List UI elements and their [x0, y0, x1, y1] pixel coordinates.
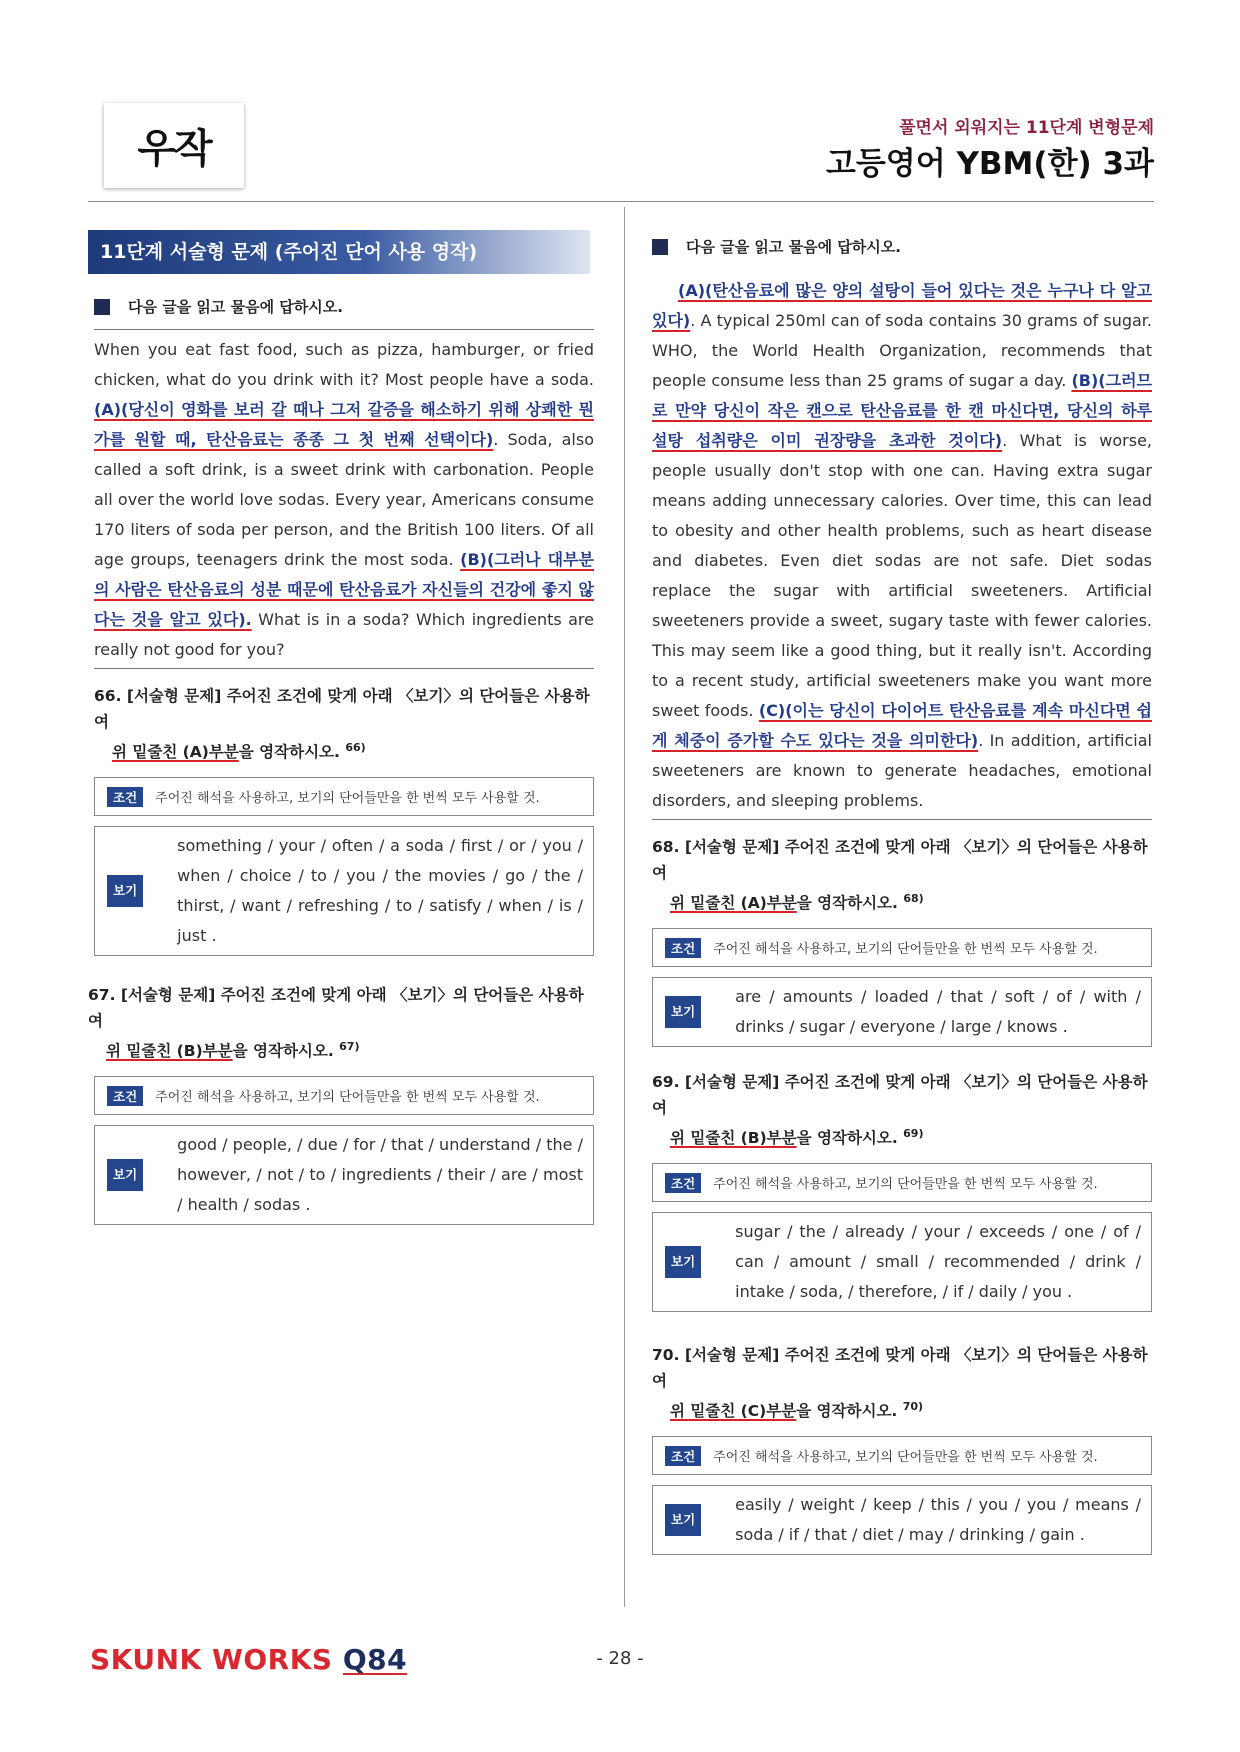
- question-number: 66.: [94, 687, 122, 705]
- word-bank-box: [94, 1125, 594, 1225]
- condition-text: 주어진 해석을 사용하고, 보기의 단어들만을 한 번씩 모두 사용할 것.: [155, 791, 540, 807]
- word-bank-box: [652, 1212, 1152, 1312]
- question-target: 위 밑줄친 (A)부분: [112, 743, 239, 762]
- condition-box: [652, 1436, 1152, 1475]
- word-bank-tag: 보기: [665, 1504, 701, 1536]
- question-text: [서술형 문제] 주어진 조건에 맞게 아래 〈보기〉의 단어들은 사용하여: [652, 1073, 1148, 1118]
- word-bank-tag: 보기: [107, 1159, 143, 1191]
- question-text: 을 영작하시오.: [796, 894, 898, 913]
- footnote-ref: 66): [345, 741, 366, 754]
- word-bank-tag: 보기: [107, 875, 143, 907]
- question-66: [94, 683, 594, 956]
- question-title: [652, 1342, 1152, 1424]
- question-target: 위 밑줄친 (B)부분: [670, 1129, 797, 1148]
- page-subtitle: 풀면서 외워지는 11단계 변형문제: [899, 118, 1154, 138]
- brand-code: Q84: [342, 1643, 408, 1676]
- passage-text: What is in a soda? Which ingredients are really not good for you?: [94, 610, 595, 659]
- condition-tag: 조건: [665, 938, 701, 958]
- word-bank-box: [94, 826, 594, 956]
- question-69: [652, 1069, 1152, 1312]
- question-title: [88, 982, 594, 1064]
- square-bullet-icon: [94, 299, 110, 315]
- section-banner: 11단계 서술형 문제 (주어진 단어 사용 영작): [88, 230, 590, 274]
- passage-text: . A typical 250ml can of soda contains 30 grams of sugar. WHO, the World Health Organization, recommends that people consume less than 25 grams of sugar a day.: [652, 311, 1152, 390]
- question-title: [94, 683, 594, 765]
- column-divider: [624, 207, 625, 1607]
- condition-text: 주어진 해석을 사용하고, 보기의 단어들만을 한 번씩 모두 사용할 것.: [713, 1450, 1098, 1466]
- passage-text: . In addition, artificial sweeteners are known to generate headaches, emotional disorders, and sleeping problems.: [652, 731, 1153, 810]
- condition-tag: 조건: [107, 1086, 143, 1106]
- underlined-part-a: (A)(탄산음료에 많은 양의 설탕이 들어 있다는 것은 누구나 다 알고 있다): [652, 281, 1152, 330]
- page-title: 고등영어 YBM(한) 3과: [825, 146, 1154, 182]
- question-text: 을 영작하시오.: [796, 1402, 898, 1421]
- question-text: 을 영작하시오.: [796, 1129, 898, 1148]
- condition-text: 주어진 해석을 사용하고, 보기의 단어들만을 한 번씩 모두 사용할 것.: [155, 1090, 540, 1106]
- word-bank-words: sugar / the / already / your / exceeds / one / of / can / amount / small / recommended / drink / intake / soda, / therefore, / if / daily / you .: [735, 1222, 1141, 1302]
- instruction-text: 다음 글을 읽고 물음에 답하시오.: [686, 238, 901, 256]
- condition-box: [94, 1076, 594, 1115]
- footnote-ref: 68): [903, 892, 924, 905]
- square-bullet-icon: [652, 239, 668, 255]
- footnote-ref: 69): [903, 1127, 924, 1141]
- question-target: 위 밑줄친 (C)부분: [670, 1402, 797, 1421]
- question-title: [652, 1069, 1152, 1151]
- question-68: [652, 834, 1152, 1047]
- logo-text: 우작: [137, 125, 211, 172]
- question-title: [652, 834, 1152, 916]
- condition-box: [94, 777, 594, 816]
- question-text: [서술형 문제] 주어진 조건에 맞게 아래 〈보기〉의 단어들은 사용하여: [652, 838, 1148, 882]
- underlined-part-b: (B)(그러나 대부분의 사람은 탄산음료의 성분 때문에 탄산음료가 자신들의 건강에 좋지 않다는 것을 알고 있다).: [94, 550, 594, 629]
- word-bank-words: something / your / often / a soda / first / or / you / when / choice / to / you / the movies / go / the / thirst, / want / refreshing / to / satisfy / when / is / just .: [177, 836, 583, 946]
- question-70: [652, 1342, 1152, 1555]
- condition-box: [652, 1163, 1152, 1202]
- word-bank-words: are / amounts / loaded / that / soft / of / with / drinks / sugar / everyone / large / knows .: [735, 987, 1141, 1037]
- question-text: 을 영작하시오.: [238, 743, 340, 762]
- word-bank-words: easily / weight / keep / this / you / you / means / soda / if / that / diet / may / drinking / gain .: [735, 1495, 1141, 1545]
- passage-text: . What is worse, people usually don't stop with one can. Having extra sugar means adding unnecessary calories. Over time, this can lead to obesity and other health problems, such as heart disease and diabetes. Even diet sodas are not safe. Diet sodas replace the sugar with artificial sweeteners. Artificial sweeteners provide a sweet, sugary taste with fewer calories. This may seem like a good thing, but it really isn't. According to a recent study, artificial sweeteners make you want more sweet foods.: [652, 431, 1153, 720]
- question-67: [88, 982, 594, 1225]
- passage-text: When you eat fast food, such as pizza, hamburger, or fried chicken, what do you drink with it? Most people have a soda.: [94, 340, 594, 389]
- passage-text: . Soda, also called a soft drink, is a sweet drink with carbonation. People all over the world love sodas. Every year, Americans consume 170 liters of soda per person, and the British 100 liters. Of all age groups, teenagers drink the most soda.: [94, 430, 594, 569]
- question-number: 68.: [652, 838, 680, 856]
- instruction-text: 다음 글을 읽고 물음에 답하시오.: [128, 298, 343, 316]
- word-bank-box: [652, 1485, 1152, 1555]
- condition-tag: 조건: [665, 1173, 701, 1193]
- underlined-part-a: (A)(당신이 영화를 보러 갈 때나 그저 갈증을 해소하기 위해 상쾌한 뭔가를 원할 때, 탄산음료는 종종 그 첫 번째 선택이다): [94, 400, 594, 449]
- underlined-part-b: (B)(그러므로 만약 당신이 작은 캔으로 탄산음료를 한 캔 마신다면, 당신의 하루 설탕 섭취량은 이미 권장량을 초과한 것이다): [652, 371, 1152, 450]
- question-target: 위 밑줄친 (A)부분: [670, 894, 797, 913]
- question-text: [서술형 문제] 주어진 조건에 맞게 아래 〈보기〉의 단어들은 사용하여: [652, 1346, 1148, 1391]
- instruction: [94, 296, 594, 317]
- footnote-ref: 70): [902, 1400, 924, 1414]
- left-column: [88, 230, 595, 1225]
- footnote-ref: 67): [339, 1040, 360, 1054]
- condition-box: [652, 928, 1152, 967]
- word-bank-box: [652, 977, 1152, 1047]
- question-target: 위 밑줄친 (B)부분: [106, 1042, 233, 1061]
- question-number: 70.: [652, 1346, 680, 1365]
- right-column: [652, 236, 1152, 1555]
- question-text: [서술형 문제] 주어진 조건에 맞게 아래 〈보기〉의 단어들은 사용하여: [94, 687, 590, 731]
- question-number: 67.: [88, 986, 116, 1005]
- instruction: [652, 236, 1152, 257]
- question-text: 을 영작하시오.: [232, 1042, 334, 1061]
- brand-name: SKUNK WORKS: [90, 1643, 333, 1676]
- underlined-part-c: (C)(이는 당신이 다이어트 탄산음료를 계속 마신다면 쉽게 체중이 증가할 수도 있다는 것을 의미한다): [652, 701, 1152, 750]
- condition-text: 주어진 해석을 사용하고, 보기의 단어들만을 한 번씩 모두 사용할 것.: [713, 1177, 1098, 1193]
- reading-passage: [652, 271, 1152, 820]
- condition-tag: 조건: [107, 787, 143, 807]
- question-text: [서술형 문제] 주어진 조건에 맞게 아래 〈보기〉의 단어들은 사용하여: [88, 986, 584, 1031]
- question-number: 69.: [652, 1073, 680, 1092]
- reading-passage: [94, 329, 594, 669]
- page-number: - 28 -: [596, 1648, 644, 1669]
- condition-text: 주어진 해석을 사용하고, 보기의 단어들만을 한 번씩 모두 사용할 것.: [713, 942, 1098, 958]
- logo: [104, 103, 244, 188]
- word-bank-tag: 보기: [665, 996, 701, 1028]
- word-bank-tag: 보기: [665, 1246, 701, 1278]
- condition-tag: 조건: [665, 1446, 701, 1466]
- header-divider: [88, 201, 1154, 202]
- word-bank-words: good / people, / due / for / that / understand / the / however, / not / to / ingredients / their / are / most / health / sodas .: [177, 1135, 583, 1215]
